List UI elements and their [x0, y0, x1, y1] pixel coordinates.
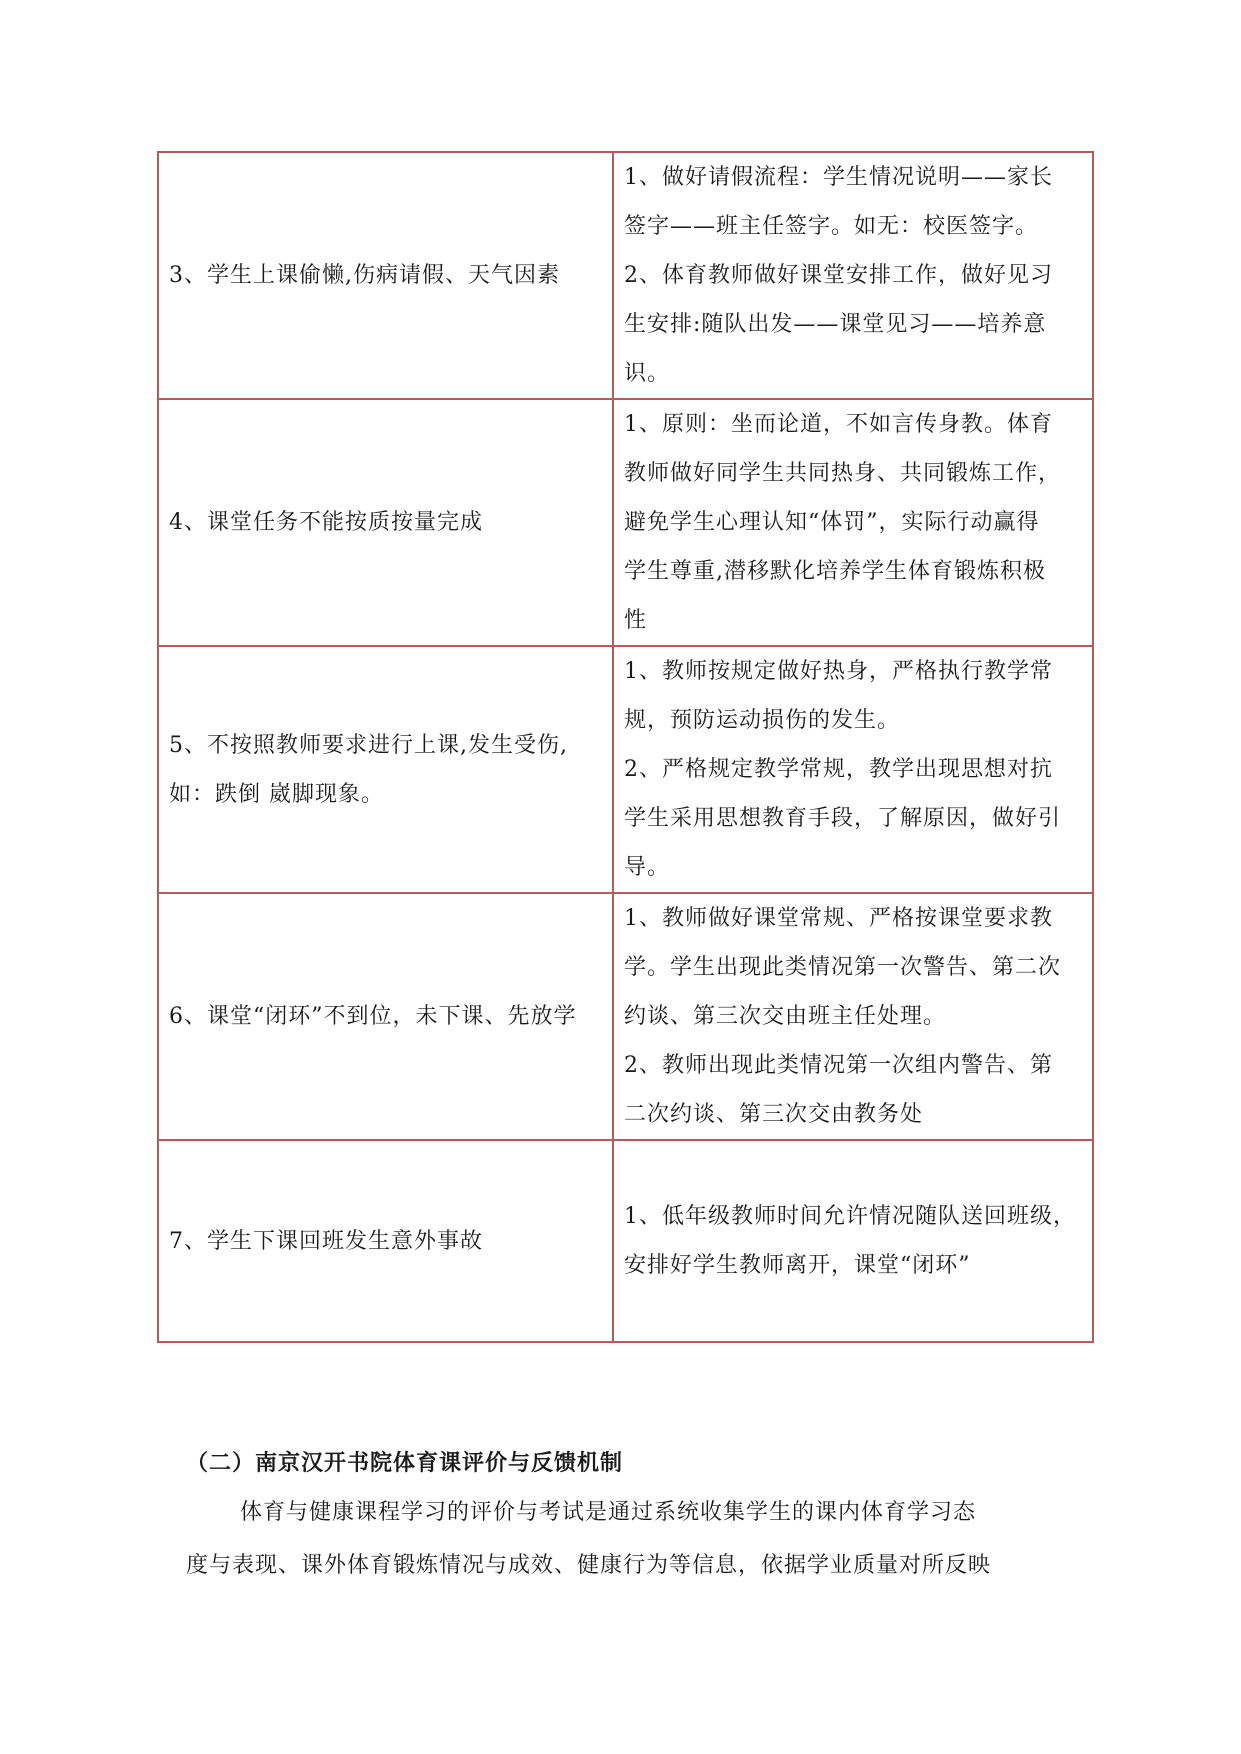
measure-line: 学。学生出现此类情况第一次警告、第二次 — [624, 955, 1062, 980]
measure-line: 2、教师出现此类情况第一次组内警告、第 — [624, 1053, 1053, 1078]
measures-cell — [613, 152, 1093, 399]
measure-line: 1、做好请假流程：学生情况说明——家长 — [624, 165, 1053, 190]
measure-line: 2、体育教师做好课堂安排工作，做好见习 — [624, 263, 1053, 288]
measures-cell — [613, 1140, 1093, 1342]
measure-line: 1、低年级教师时间允许情况随队送回班级， — [624, 1204, 1076, 1229]
table-row — [158, 399, 1093, 646]
issue-cell: 6、课堂“闭环”不到位，未下课、先放学 — [158, 893, 613, 1140]
measure-line: 1、教师按规定做好热身，严格执行教学常 — [624, 659, 1053, 684]
issue-cell: 5、不按照教师要求进行上课,发生受伤,如：跌倒 崴脚现象。 — [158, 646, 613, 893]
issue-cell: 3、学生上课偷懒,伤病请假、天气因素 — [158, 152, 613, 399]
measure-line: 性 — [624, 608, 648, 633]
measure-line: 约谈、第三次交由班主任处理。 — [624, 1004, 947, 1029]
table-row — [158, 646, 1093, 893]
measure-line: 识。 — [624, 361, 671, 386]
measure-line: 学生尊重,潜移默化培养学生体育锻炼积极 — [624, 559, 1046, 584]
issue-cell: 7、学生下课回班发生意外事故 — [158, 1140, 613, 1342]
table-body — [158, 152, 1093, 1342]
section-paragraph — [186, 1486, 1066, 1592]
measure-line: 导。 — [624, 855, 671, 880]
table-row — [158, 1140, 1093, 1342]
measures-cell — [613, 646, 1093, 893]
measures-cell — [613, 893, 1093, 1140]
section-heading: （二）南京汉开书院体育课评价与反馈机制 — [186, 1451, 624, 1476]
measure-line: 签字——班主任签字。如无：校医签字。 — [624, 214, 1039, 239]
measures-cell — [613, 399, 1093, 646]
measure-line: 二次约谈、第三次交由教务处 — [624, 1102, 924, 1127]
paragraph-line: 度与表现、课外体育锻炼情况与成效、健康行为等信息，依据学业质量对所反映 — [186, 1553, 992, 1578]
measure-line: 教师做好同学生共同热身、共同锻炼工作， — [624, 461, 1062, 486]
measure-line: 1、原则：坐而论道，不如言传身教。体育 — [624, 412, 1053, 437]
table-row — [158, 893, 1093, 1140]
measure-line: 学生采用思想教育手段，了解原因，做好引 — [624, 806, 1062, 831]
measure-line: 规，预防运动损伤的发生。 — [624, 708, 901, 733]
measure-line: 避免学生心理认知“体罚”，实际行动赢得 — [624, 510, 1040, 535]
paragraph-line: 体育与健康课程学习的评价与考试是通过系统收集学生的课内体育学习态 — [240, 1500, 977, 1525]
measure-line: 1、教师做好课堂常规、严格按课堂要求教 — [624, 906, 1053, 931]
measure-line: 2、严格规定教学常规，教学出现思想对抗 — [624, 757, 1053, 782]
issue-cell: 4、课堂任务不能按质按量完成 — [158, 399, 613, 646]
risk-measures-table — [157, 151, 1094, 1343]
measure-line: 安排好学生教师离开，课堂“闭环” — [624, 1253, 971, 1278]
table-row — [158, 152, 1093, 399]
measure-line: 生安排:随队出发——课堂见习——培养意 — [624, 312, 1047, 337]
